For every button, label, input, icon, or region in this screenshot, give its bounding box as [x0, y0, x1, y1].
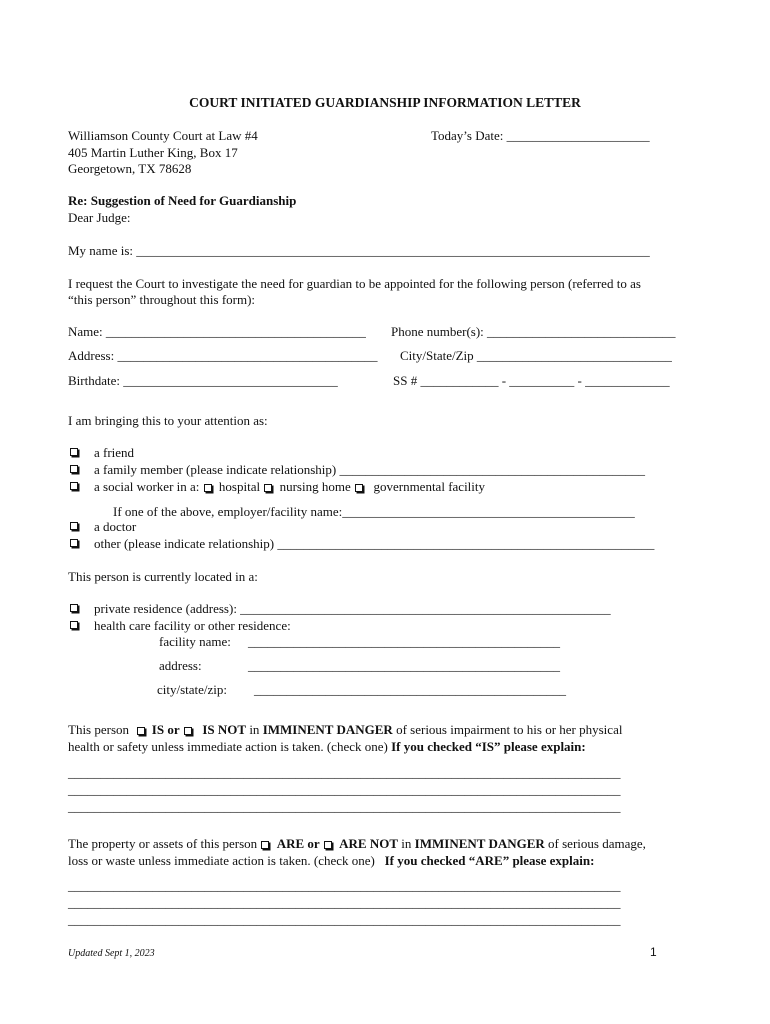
is-explain-line[interactable]: _____________________________________________________________________________________ [68, 765, 621, 780]
friend-checkbox[interactable] [70, 448, 78, 456]
private-residence-checkbox[interactable] [70, 604, 78, 612]
facility-city-field[interactable]: ________________________________________________ [254, 682, 566, 697]
request-text-line2: “this person” throughout this form): [68, 292, 256, 307]
page-number: 1 [650, 945, 657, 959]
doctor-checkbox[interactable] [70, 522, 78, 530]
is-explain-prompt: If you checked “IS” please explain: [391, 739, 586, 754]
imminent-danger-label: IMMINENT DANGER [414, 836, 545, 851]
are-explain-line[interactable]: _____________________________________________________________________________________ [68, 912, 621, 927]
are-label: ARE or [276, 836, 320, 851]
my-name-field[interactable]: My name is: _______________________________________________________________________________ [68, 243, 650, 258]
nursing-home-label: nursing home [279, 479, 351, 494]
friend-label: a friend [94, 445, 135, 460]
in-word: in [401, 836, 412, 851]
are-explain-line[interactable]: _____________________________________________________________________________________ [68, 878, 621, 893]
other-relationship-field[interactable]: other (please indicate relationship) __________________________________________________________ [94, 536, 655, 551]
social-worker-checkbox[interactable] [70, 482, 78, 490]
is-explain-line[interactable]: _____________________________________________________________________________________ [68, 799, 621, 814]
are-explain-line[interactable]: _____________________________________________________________________________________ [68, 895, 621, 910]
danger-person-line1 [68, 722, 622, 738]
imminent-danger-label: IMMINENT DANGER [262, 722, 393, 737]
danger-property-rest: of serious damage, [548, 836, 646, 851]
are-explain-prompt: If you checked “ARE” please explain: [384, 853, 595, 868]
is-not-checkbox[interactable] [184, 727, 192, 735]
social-worker-label: a social worker in a: [94, 479, 200, 494]
is-checkbox[interactable] [137, 727, 145, 735]
salutation: Dear Judge: [68, 210, 131, 225]
governmental-facility-checkbox[interactable] [355, 484, 363, 492]
person-phone-field[interactable]: Phone number(s): _____________________________ [391, 324, 676, 339]
danger-property-prefix: The property or assets of this person [68, 836, 258, 851]
family-member-checkbox[interactable] [70, 465, 78, 473]
are-not-label: ARE NOT [339, 836, 399, 851]
doctor-label: a doctor [94, 519, 137, 534]
other-checkbox[interactable] [70, 539, 78, 547]
in-word: in [249, 722, 260, 737]
person-name-field[interactable]: Name: ________________________________________ [68, 324, 366, 339]
is-label: IS or [151, 722, 180, 737]
health-care-facility-checkbox[interactable] [70, 621, 78, 629]
is-explain-line[interactable]: _____________________________________________________________________________________ [68, 782, 621, 797]
page-title: COURT INITIATED GUARDIANSHIP INFORMATION LETTER [189, 95, 581, 110]
are-checkbox[interactable] [261, 841, 269, 849]
danger-property-line1 [68, 836, 646, 852]
facility-name-label: facility name: [159, 634, 231, 649]
person-address-field[interactable]: Address: ________________________________________ [68, 348, 378, 363]
danger-person-rest: of serious impairment to his or her physical [396, 722, 623, 737]
health-care-facility-label: health care facility or other residence: [94, 618, 291, 633]
court-address-line2: 405 Martin Luther King, Box 17 [68, 145, 238, 160]
facility-address-label: address: [159, 658, 202, 673]
located-heading: This person is currently located in a: [68, 569, 258, 584]
todays-date-field[interactable]: Today’s Date: ______________________ [431, 128, 650, 143]
person-ss-field[interactable]: SS # ____________ - __________ - _____________ [393, 373, 670, 388]
re-line: Re: Suggestion of Need for Guardianship [68, 193, 297, 208]
attention-heading: I am bringing this to your attention as: [68, 413, 268, 428]
are-not-checkbox[interactable] [324, 841, 332, 849]
family-member-field[interactable]: a family member (please indicate relationship) _______________________________________________ [94, 462, 645, 477]
hospital-checkbox[interactable] [204, 484, 212, 492]
is-not-label: IS NOT [202, 722, 247, 737]
nursing-home-checkbox[interactable] [264, 484, 272, 492]
court-address-line1: Williamson County Court at Law #4 [68, 128, 258, 143]
private-residence-field[interactable]: private residence (address): _________________________________________________________ [94, 601, 611, 616]
danger-person-line2 [68, 739, 586, 755]
danger-person-text: health or safety unless immediate action is taken. (check one) [68, 739, 388, 754]
court-address-line3: Georgetown, TX 78628 [68, 161, 192, 176]
person-city-field[interactable]: City/State/Zip ______________________________ [400, 348, 672, 363]
danger-property-line2 [68, 853, 594, 869]
social-worker-row [94, 479, 485, 495]
facility-name-field[interactable]: ________________________________________________ [248, 634, 560, 649]
danger-property-text: loss or waste unless immediate action is taken. (check one) [68, 853, 375, 868]
footer-updated-date: Updated Sept 1, 2023 [68, 948, 155, 959]
hospital-label: hospital [218, 479, 261, 494]
request-text-line1: I request the Court to investigate the need for guardian to be appointed for the following person (referred to as [68, 276, 641, 291]
governmental-facility-label: governmental facility [373, 479, 486, 494]
person-birthdate-field[interactable]: Birthdate: _________________________________ [68, 373, 338, 388]
facility-address-field[interactable]: ________________________________________________ [248, 658, 560, 673]
employer-facility-field[interactable]: If one of the above, employer/facility name:_____________________________________________ [113, 504, 635, 519]
facility-city-label: city/state/zip: [157, 682, 228, 697]
danger-person-prefix: This person [68, 722, 130, 737]
